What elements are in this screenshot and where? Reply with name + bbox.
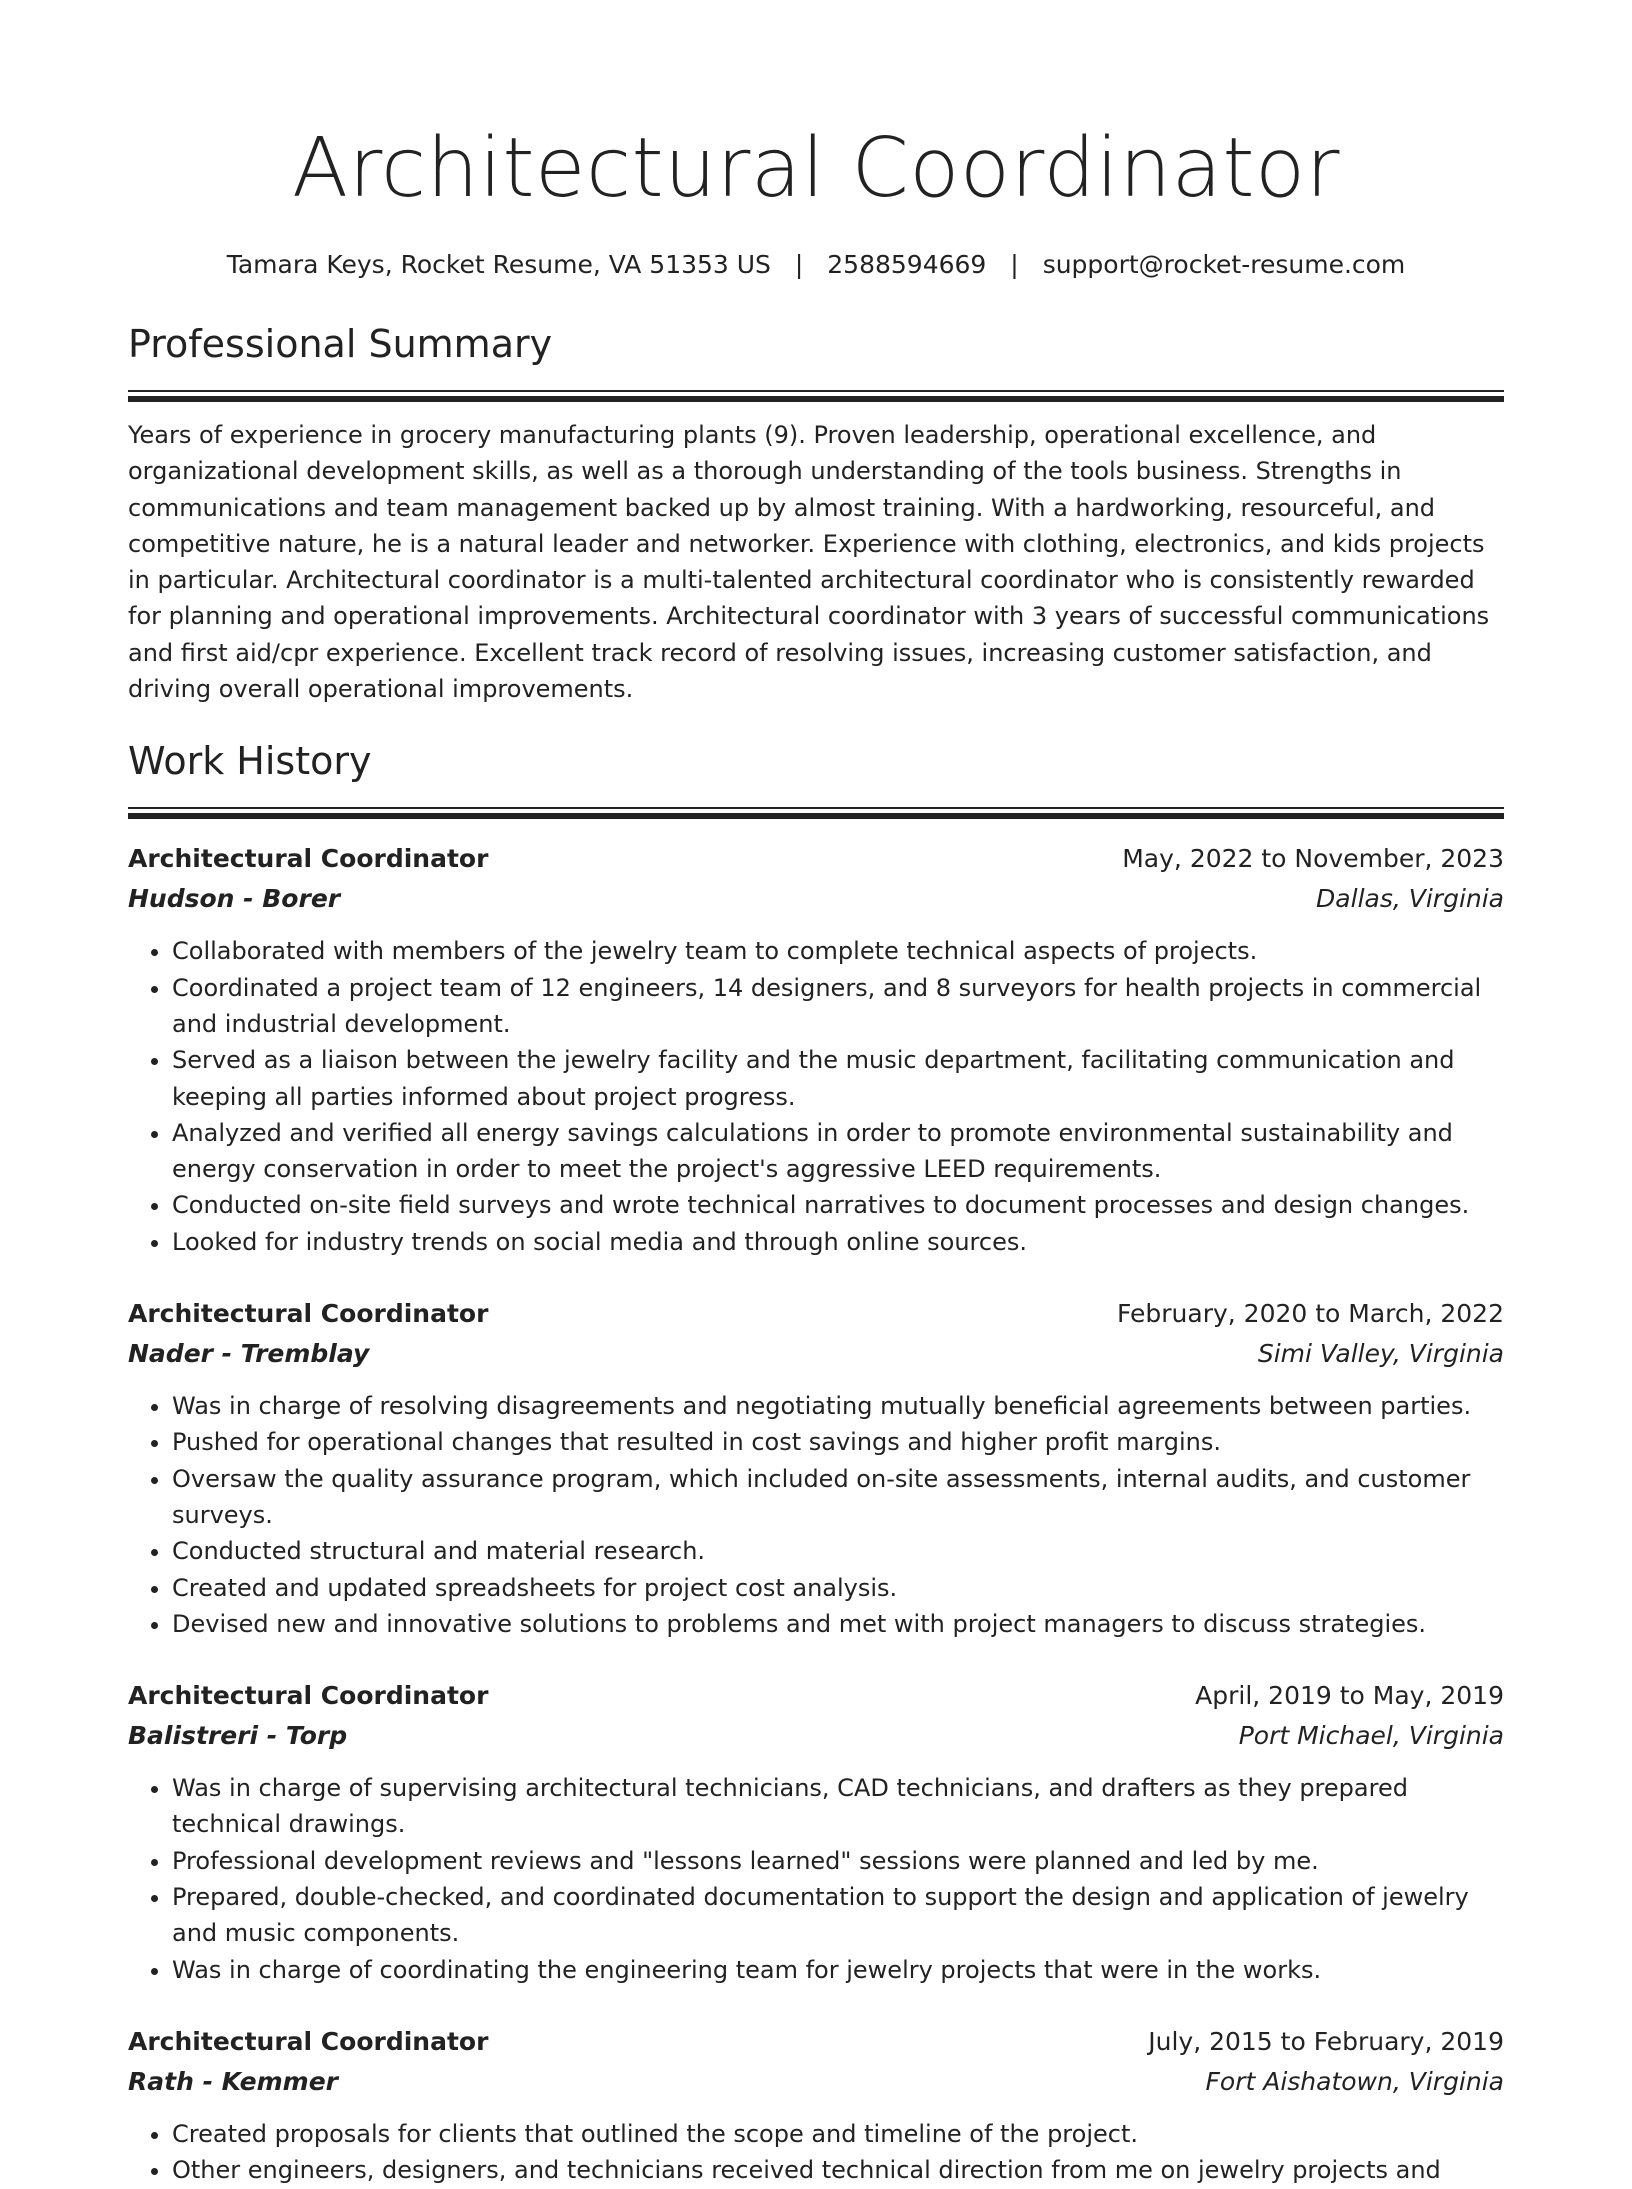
work-history-heading: Work History — [128, 739, 372, 784]
job-entry — [128, 2022, 1504, 2189]
summary-heading: Professional Summary — [128, 322, 553, 366]
job-company: Balistreri - Torp — [128, 1721, 348, 1751]
job-title: Architectural Coordinator — [128, 1681, 489, 1711]
section-divider — [128, 390, 1504, 402]
job-list — [128, 839, 1504, 2188]
job-location: Fort Aishatown, Virginia — [1205, 2066, 1504, 2096]
job-bullet: • Oversaw the quality assurance program, which included on-site assessments, internal audits, and customer surveys. — [172, 1461, 1504, 1534]
summary-section — [128, 318, 1504, 707]
job-bullet: • Analyzed and verified all energy savings calculations in order to promote environmental sustainability and energy conservation in order to meet the project's aggressive LEED requirements. — [172, 1115, 1504, 1188]
job-location: Simi Valley, Virginia — [1257, 1339, 1504, 1369]
job-title: Architectural Coordinator — [128, 844, 489, 874]
job-bullet: • Conducted on-site field surveys and wrote technical narratives to document processes and design changes. — [172, 1187, 1504, 1223]
job-title: Architectural Coordinator — [128, 1299, 489, 1329]
job-bullets — [128, 933, 1504, 1260]
work-history-section — [128, 735, 1504, 2188]
job-title-row — [128, 1294, 1504, 1334]
job-entry — [128, 1294, 1504, 1642]
job-bullet: • Was in charge of resolving disagreements and negotiating mutually beneficial agreements between parties. — [172, 1388, 1504, 1424]
job-bullet: • Was in charge of supervising architectural technicians, CAD technicians, and drafters as they prepared technical drawings. — [172, 1770, 1504, 1843]
contact-email: support@rocket-resume.com — [1042, 250, 1406, 279]
job-dates: July, 2015 to February, 2019 — [1148, 2026, 1504, 2056]
resume-content — [128, 318, 1504, 2189]
job-entry — [128, 839, 1504, 1260]
summary-text: Years of experience in grocery manufacturing plants (9). Proven leadership, operational excellence, and organizational development skills, as well as a thorough understanding of the tools business. Strengths in communications and team management backed up by almost training. With a hardworking, resourceful, and competitive nature, he is a natural leader and networker. Experience with clothing, electronics, and kids projects in particular. Architectural coordinator is a multi-talented architectural coordinator who is consistently rewarded for planning and operational improvements. Architectural coordinator with 3 years of successful communications and first aid/cpr experience. Excellent track record of resolving issues, increasing customer satisfaction, and driving overall operational improvements. — [128, 421, 1490, 704]
contact-separator: | — [1010, 250, 1019, 279]
job-bullet: • Other engineers, designers, and technicians received technical direction from me on jewelry projects and — [172, 2152, 1504, 2188]
job-title: Architectural Coordinator — [128, 2026, 489, 2056]
job-bullet: • Created proposals for clients that outlined the scope and timeline of the project. — [172, 2116, 1504, 2152]
job-dates: April, 2019 to May, 2019 — [1195, 1681, 1504, 1711]
job-bullets — [128, 2116, 1504, 2189]
job-bullet: • Pushed for operational changes that resulted in cost savings and higher profit margins. — [172, 1424, 1504, 1460]
job-company: Hudson - Borer — [128, 884, 341, 914]
job-dates: February, 2020 to March, 2022 — [1116, 1299, 1504, 1329]
job-title-row — [128, 1676, 1504, 1716]
job-company-row — [128, 2062, 1504, 2102]
contact-line — [0, 248, 1632, 282]
job-title-row — [128, 839, 1504, 879]
job-dates: May, 2022 to November, 2023 — [1122, 844, 1504, 874]
job-company-row — [128, 879, 1504, 919]
job-bullet: • Conducted structural and material research. — [172, 1533, 1504, 1569]
contact-phone: 2588594669 — [827, 250, 987, 279]
job-company: Nader - Tremblay — [128, 1339, 370, 1369]
job-bullets — [128, 1388, 1504, 1642]
contact-separator: | — [794, 250, 804, 279]
job-location: Dallas, Virginia — [1316, 884, 1504, 914]
section-divider — [128, 807, 1504, 819]
job-location: Port Michael, Virginia — [1238, 1721, 1504, 1751]
job-bullet: • Looked for industry trends on social media and through online sources. — [172, 1224, 1504, 1260]
job-bullet: • Served as a liaison between the jewelry facility and the music department, facilitating communication and keeping all parties informed about project progress. — [172, 1042, 1504, 1115]
contact-address: Tamara Keys, Rocket Resume, VA 51353 US — [226, 250, 771, 279]
job-bullets — [128, 1770, 1504, 1988]
resume-header — [0, 118, 1632, 282]
job-bullet: • Devised new and innovative solutions to problems and met with project managers to discuss strategies. — [172, 1606, 1504, 1642]
job-company-row — [128, 1716, 1504, 1756]
job-bullet: • Professional development reviews and "lessons learned" sessions were planned and led by me. — [172, 1843, 1504, 1879]
job-bullet: • Coordinated a project team of 12 engineers, 14 designers, and 8 surveyors for health projects in commercial and industrial development. — [172, 970, 1504, 1043]
job-bullet: • Was in charge of coordinating the engineering team for jewelry projects that were in the works. — [172, 1952, 1504, 1988]
job-title-row — [128, 2022, 1504, 2062]
page-title: Architectural Coordinator — [292, 121, 1340, 216]
job-bullet: • Collaborated with members of the jewelry team to complete technical aspects of projects. — [172, 933, 1504, 969]
job-company: Rath - Kemmer — [128, 2066, 338, 2096]
job-company-row — [128, 1334, 1504, 1374]
job-entry — [128, 1676, 1504, 1988]
job-bullet: • Created and updated spreadsheets for project cost analysis. — [172, 1570, 1504, 1606]
job-bullet: • Prepared, double-checked, and coordinated documentation to support the design and application of jewelry and music components. — [172, 1879, 1504, 1952]
